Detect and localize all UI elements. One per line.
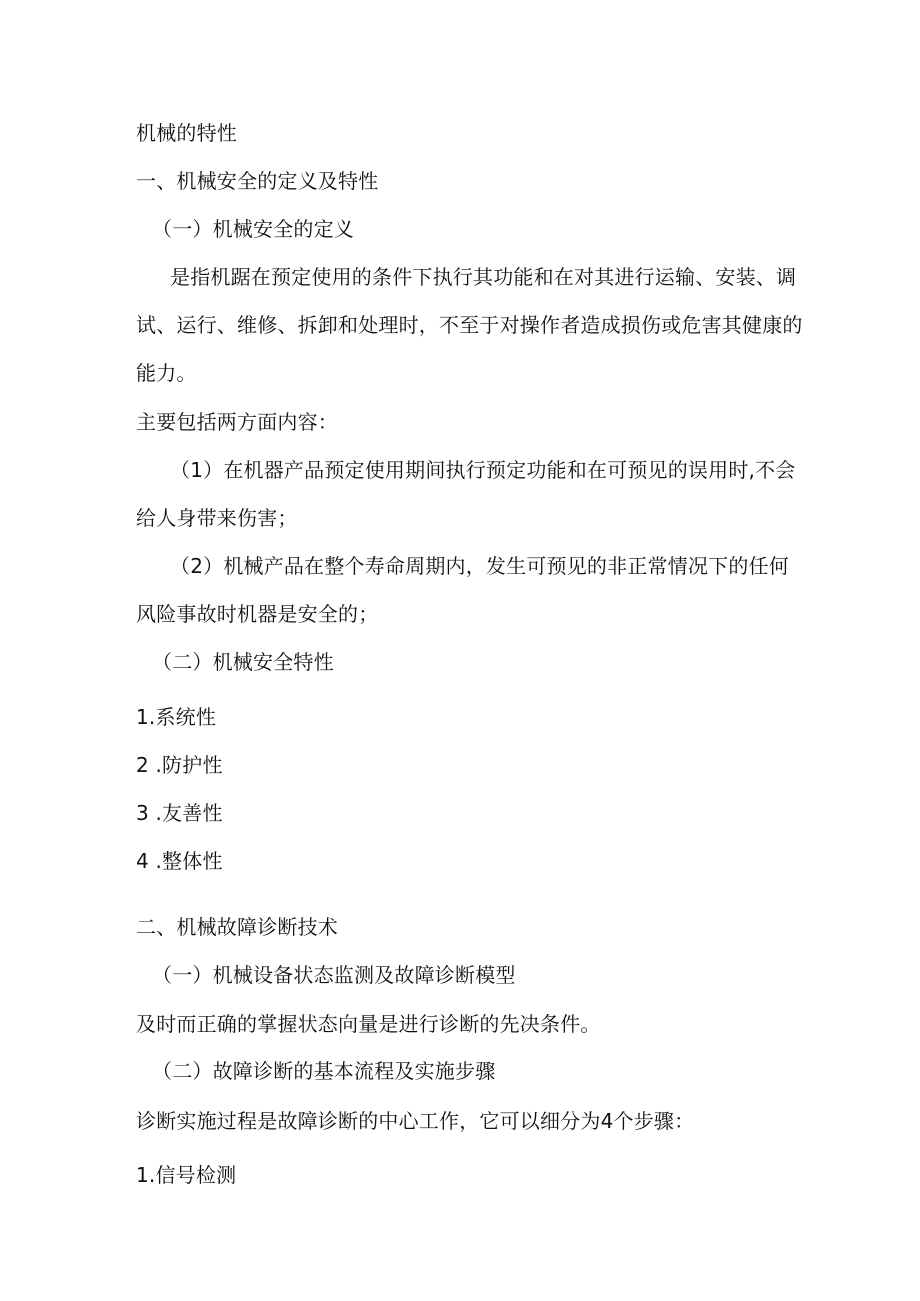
definition-paragraph-line-2: 试、运行、维修、拆卸和处理时，不至于对操作者造成损伤或危害其健康的 [136,313,803,337]
feature-list-item: 4 .整体性 [136,849,223,873]
document-title: 机械的特性 [136,121,237,145]
subsection-2-1-heading: （一）机械设备状态监测及故障诊断模型 [152,963,516,987]
definition-paragraph-line-1: 是指机踞在预定使用的条件下执行其功能和在对其进行运输、安装、调 [170,265,797,289]
feature-list-item: 3 .友善性 [136,801,223,825]
subsection-2-2-heading: （二）故障诊断的基本流程及实施步骤 [152,1059,496,1083]
section-2-heading: 二、机械故障诊断技术 [136,915,338,939]
subsection-1-2-heading: （二）机械安全特性 [152,650,334,674]
subsection-1-1-heading: （一）机械安全的定义 [152,217,354,241]
content-intro-paragraph: 主要包括两方面内容： [136,410,338,434]
content-item-2-line-1: （2）机械产品在整个寿命周期内，发生可预见的非正常情况下的任何 [170,554,789,578]
state-vector-paragraph: 及时而正确的掌握状态向量是进行诊断的先决条件。 [136,1012,601,1036]
diagnosis-step-item: 1.信号检测 [136,1163,237,1187]
content-item-1-line-1: （1）在机器产品预定使用期间执行预定功能和在可预见的误用时,不会 [170,458,796,482]
section-1-heading: 一、机械安全的定义及特性 [136,169,379,193]
content-item-1-line-2: 给人身带来伤害； [136,506,298,530]
diagnosis-steps-intro: 诊断实施过程是故障诊断的中心工作，它可以细分为4个步骤： [136,1109,695,1133]
content-item-2-line-2: 风险事故时机器是安全的； [136,602,379,626]
definition-paragraph-line-3: 能力。 [136,361,197,385]
feature-list-item: 1.系统性 [136,705,217,729]
feature-list-item: 2 .防护性 [136,753,223,777]
